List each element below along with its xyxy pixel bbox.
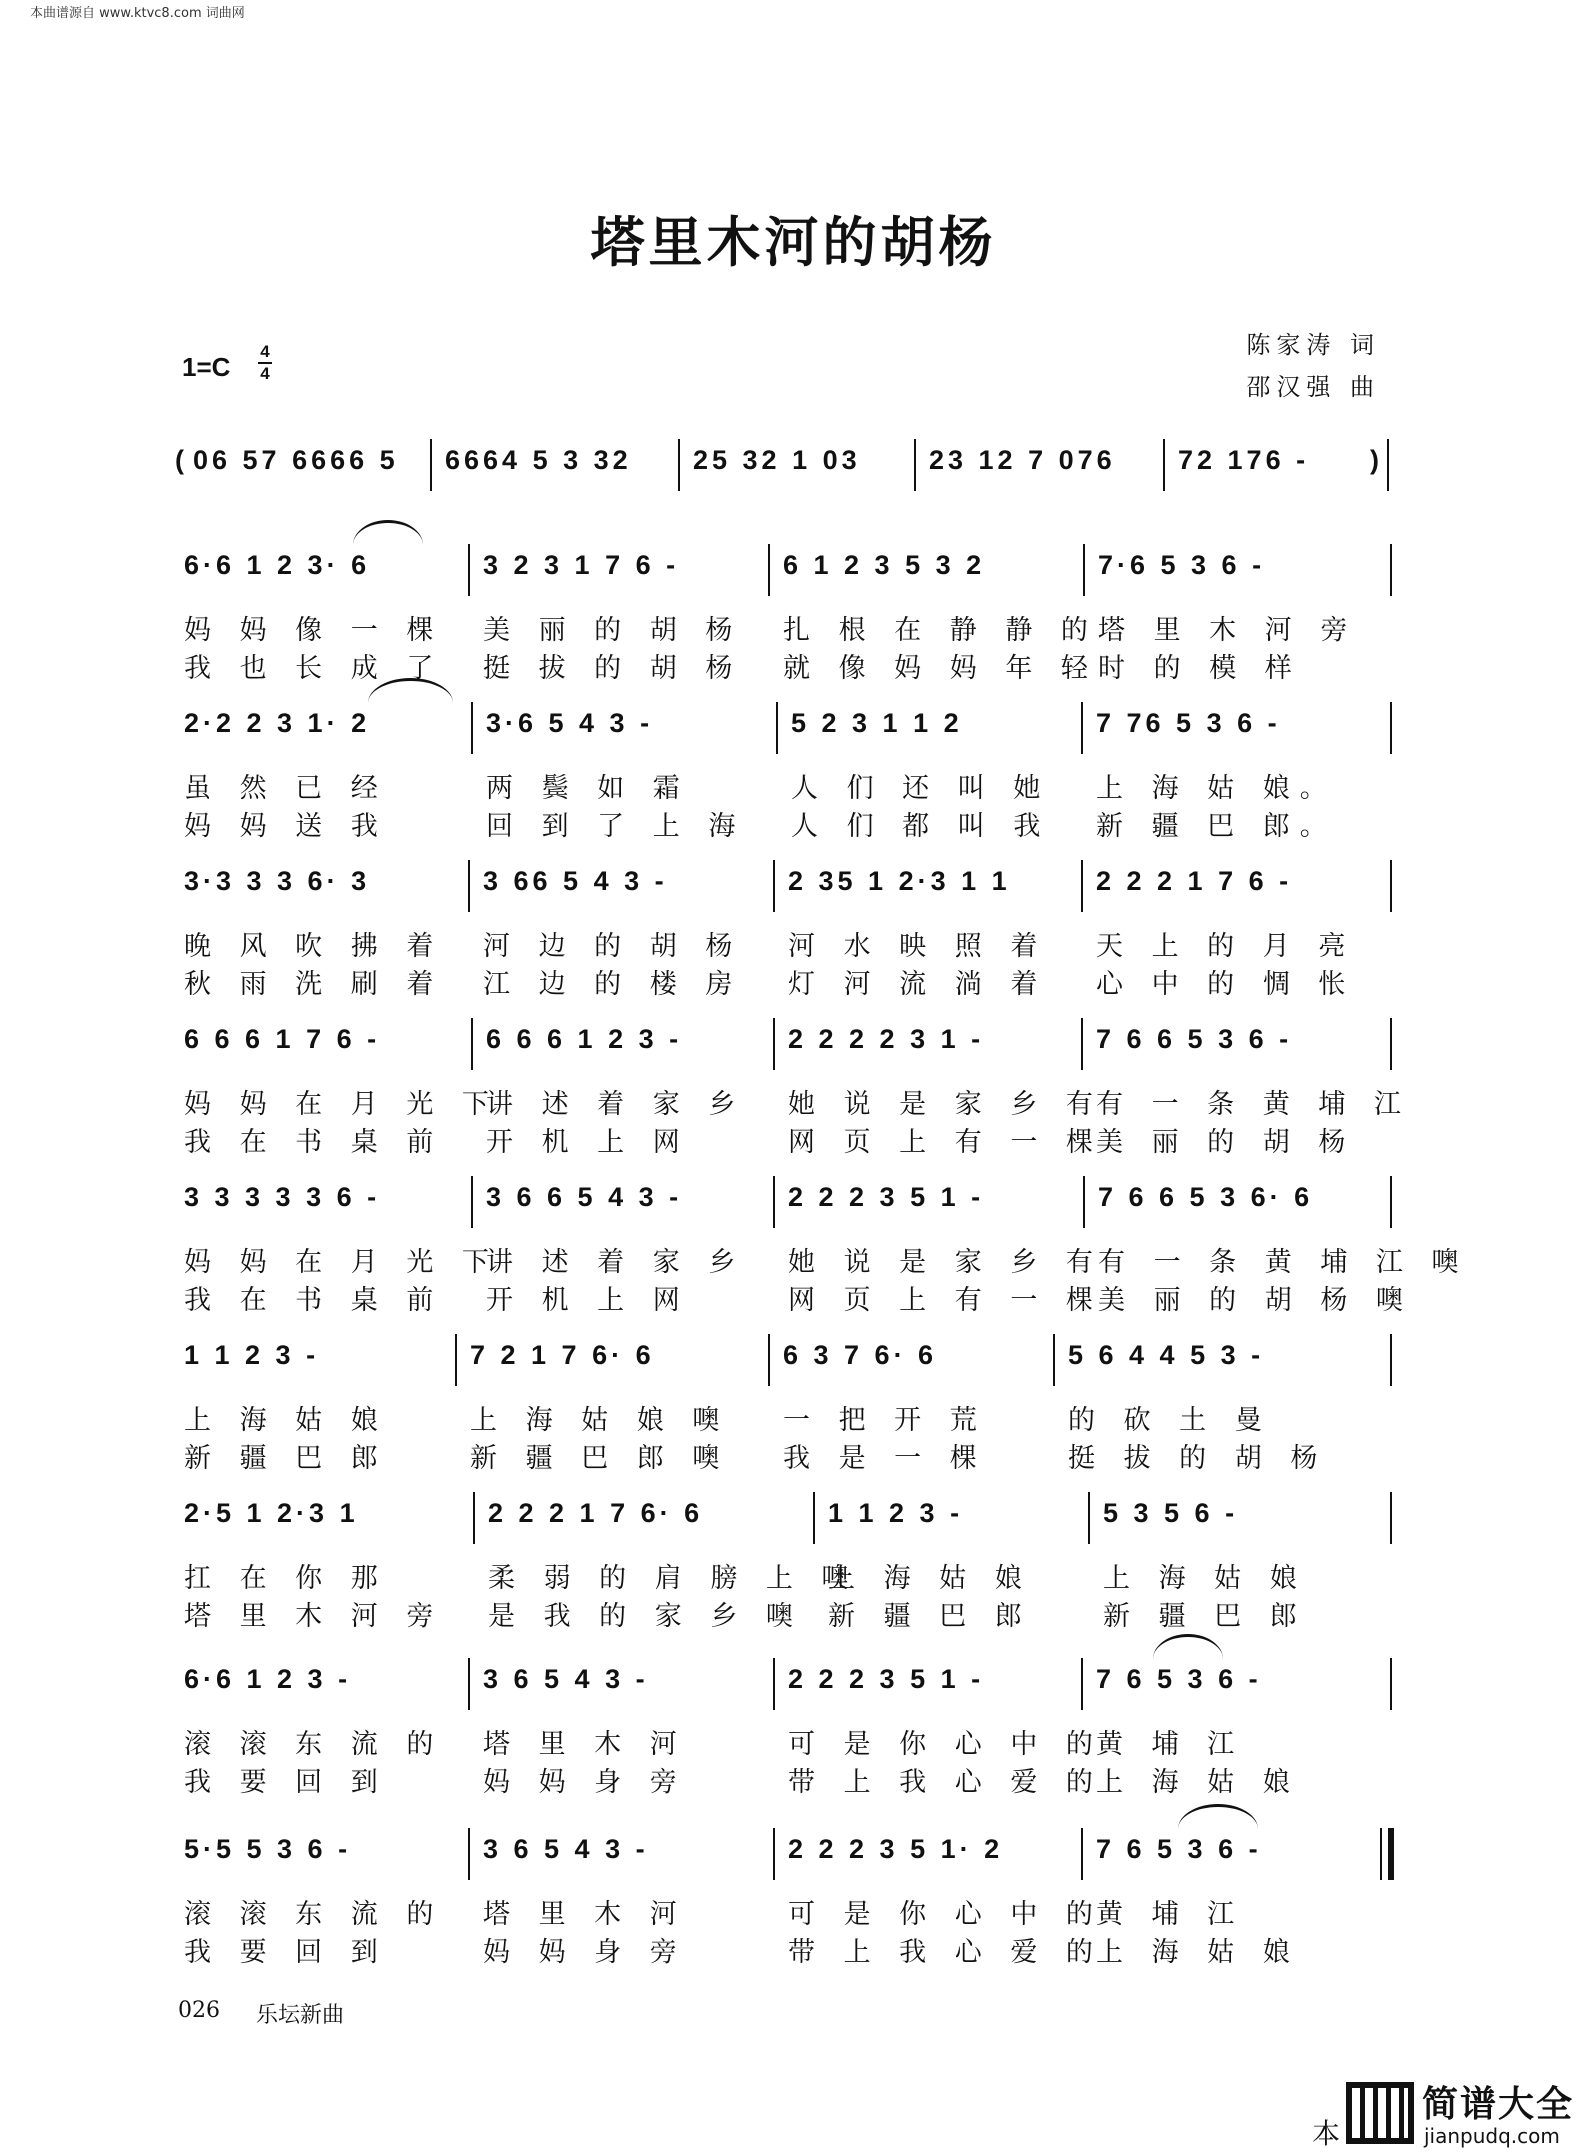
bar-line [1390,702,1392,754]
lyric-line-2: 网 页 上 有 一 棵 [788,1127,1103,1158]
lyric-line-1: 滚 滚 东 流 的 [184,1899,444,1930]
lyric-line-1: 有 一 条 黄 埔 江 [1096,1089,1411,1120]
bar-line [773,860,775,912]
lyric-line-1: 可 是 你 心 中 的 [788,1899,1103,1930]
bar-line [471,1176,473,1228]
lyric-line-1: 讲 述 着 家 乡 [486,1089,746,1120]
measure-notes: 5 2 3 1 1 2 [791,708,963,738]
prelude-open: ( [175,445,188,475]
measure-notes: 2·5 1 2·3 1 [184,1498,359,1528]
bar-line [773,1828,775,1880]
bar-line [468,544,470,596]
time-signature [258,343,272,383]
measure-notes: 3 6 5 4 3 - [483,1664,649,1694]
lyric-line-1: 有 一 条 黄 埔 江 噢 [1098,1247,1469,1278]
bar-line [914,439,916,491]
bar-line [1390,1492,1392,1544]
watermark-side-char: 本 [1312,2117,1341,2150]
lyric-line-1: 扛 在 你 那 [184,1563,388,1594]
prelude-measure-4: 23 12 7 076 [929,445,1116,475]
tie-mark [1178,1804,1258,1829]
bar-line [468,1828,470,1880]
measure-notes: 1 1 2 3 - [828,1498,964,1528]
measure-notes: 2 2 2 1 7 6· 6 [488,1498,704,1528]
bar-line [1390,1334,1392,1386]
bar-line [1081,860,1083,912]
source-note: 本曲谱源自 www.ktvc8.com 词曲网 [30,6,245,21]
lyric-line-1: 塔 里 木 河 旁 [1098,615,1358,646]
prelude-measure-2: 6664 5 3 32 [445,445,632,475]
lyric-line-2: 美 丽 的 胡 杨 [1096,1127,1356,1158]
lyric-line-2: 心 中 的 惆 怅 [1096,969,1356,1000]
measure-notes: 7 76 5 3 6 - [1096,708,1281,738]
lyric-line-2: 挺 拔 的 胡 杨 [483,653,743,684]
bar-line [455,1334,457,1386]
measure-notes: 7 2 1 7 6· 6 [470,1340,655,1370]
lyric-line-1: 妈 妈 像 一 棵 [184,615,444,646]
measure-notes: 7·6 5 3 6 - [1098,550,1266,580]
lyric-line-1: 天 上 的 月 亮 [1096,931,1356,962]
measure-notes: 3·6 5 4 3 - [486,708,654,738]
piano-keys-icon [1346,2082,1414,2144]
measure-notes: 7 6 6 5 3 6· 6 [1098,1182,1314,1212]
lyric-line-2: 网 页 上 有 一 棵 [788,1285,1103,1316]
bar-line [471,702,473,754]
lyric-line-1: 塔 里 木 河 [483,1729,687,1760]
lyric-line-1: 上 海 姑 娘 [1103,1563,1307,1594]
measure-notes: 1 1 2 3 - [184,1340,320,1370]
lyricist-credit: 陈家涛 词 [1246,331,1380,359]
lyric-line-2: 美 丽 的 胡 杨 噢 [1098,1285,1413,1316]
bar-line [1081,1828,1083,1880]
bar-line [1088,1492,1090,1544]
prelude-measure-3: 25 32 1 03 [693,445,861,475]
bar-line [473,1492,475,1544]
lyric-line-2: 新 疆 巴 郎。 [1096,811,1337,842]
lyric-line-1: 她 说 是 家 乡 有 [788,1247,1103,1278]
lyric-line-2: 灯 河 流 淌 着 [788,969,1048,1000]
lyric-line-1: 虽 然 已 经 [184,773,388,804]
lyric-line-2: 新 疆 巴 郎 噢 [470,1443,730,1474]
lyric-line-1: 可 是 你 心 中 的 [788,1729,1103,1760]
measure-notes: 3 3 3 3 3 6 - [184,1182,381,1212]
lyric-line-1: 柔 弱 的 肩 膀 上 噢 [488,1563,859,1594]
bar-line [468,1658,470,1710]
watermark-url: jianpudq.com [1424,2124,1560,2148]
lyric-line-2: 塔 里 木 河 旁 [184,1601,444,1632]
measure-notes: 2 2 2 1 7 6 - [1096,866,1293,896]
bar-line [773,1018,775,1070]
measure-notes: 6·6 1 2 3 - [184,1664,352,1694]
measure-notes: 2 35 1 2·3 1 1 [788,866,1011,896]
measure-notes: 6 1 2 3 5 3 2 [783,550,986,580]
lyric-line-2: 妈 妈 身 旁 [483,1937,687,1968]
measure-notes: 6 3 7 6· 6 [783,1340,938,1370]
lyric-line-1: 妈 妈 在 月 光 下 [184,1247,499,1278]
bar-line [768,544,770,596]
watermark-name: 简谱大全 [1422,2084,1575,2125]
lyric-line-1: 滚 滚 东 流 的 [184,1729,444,1760]
lyric-line-1: 晚 风 吹 拂 着 [184,931,444,962]
lyric-line-2: 妈 妈 身 旁 [483,1767,687,1798]
lyric-line-1: 美 丽 的 胡 杨 [483,615,743,646]
bar-line [1163,439,1165,491]
bar-line [1390,1176,1392,1228]
lyric-line-1: 上 海 姑 娘 [184,1405,388,1436]
lyric-line-2: 我 在 书 桌 前 [184,1127,444,1158]
time-signature-top: 4 [260,342,270,361]
lyric-line-1: 人 们 还 叫 她 [791,773,1051,804]
bar-line [430,439,432,491]
lyric-line-1: 一 把 开 荒 [783,1405,987,1436]
measure-notes: 3 66 5 4 3 - [483,866,668,896]
lyric-line-2: 人 们 都 叫 我 [791,811,1051,842]
bar-line [773,1658,775,1710]
measure-notes: 3 6 5 4 3 - [483,1834,649,1864]
bar-line [1081,702,1083,754]
lyric-line-2: 我 要 回 到 [184,1767,388,1798]
bar-line [1083,544,1085,596]
measure-notes: 7 6 5 3 6 - [1096,1664,1262,1694]
bar-line [1380,1828,1382,1880]
lyric-line-1: 两 鬓 如 霜 [486,773,690,804]
lyric-line-2: 妈 妈 送 我 [184,811,388,842]
lyric-line-1: 上 海 姑 娘 [828,1563,1032,1594]
site-watermark [1336,2076,1576,2150]
lyric-line-1: 扎 根 在 静 静 的 [783,615,1098,646]
bar-line [1083,1176,1085,1228]
prelude-close: ) [1370,445,1383,475]
lyric-line-2: 带 上 我 心 爱 的 [788,1767,1103,1798]
measure-notes: 2 2 2 2 3 1 - [788,1024,985,1054]
lyric-line-2: 新 疆 巴 郎 [1103,1601,1307,1632]
lyric-line-2: 秋 雨 洗 刷 着 [184,969,444,1000]
lyric-line-2: 我 也 长 成 了 [184,653,444,684]
measure-notes: 6 6 6 1 2 3 - [486,1024,683,1054]
lyric-line-2: 开 机 上 网 [486,1285,690,1316]
bar-line [773,1176,775,1228]
lyric-line-2: 开 机 上 网 [486,1127,690,1158]
lyric-line-1: 黄 埔 江 [1096,1729,1245,1760]
lyric-line-1: 塔 里 木 河 [483,1899,687,1930]
prelude-measure-1: 06 57 6666 5 [193,445,399,475]
bar-line [1390,860,1392,912]
bar-line [678,439,680,491]
bar-line [1081,1018,1083,1070]
lyric-line-2: 新 疆 巴 郎 [828,1601,1032,1632]
bar-line [471,1018,473,1070]
lyric-line-1: 河 水 映 照 着 [788,931,1048,962]
bar-line [1053,1334,1055,1386]
lyric-line-1: 上 海 姑 娘 噢 [470,1405,730,1436]
prelude-measure-5: 72 176 - [1178,445,1310,475]
final-bar-line [1388,1828,1394,1880]
tie-mark [1153,1634,1223,1659]
lyric-line-1: 她 说 是 家 乡 有 [788,1089,1103,1120]
bar-line [1390,1018,1392,1070]
lyric-line-2: 挺 拔 的 胡 杨 [1068,1443,1328,1474]
measure-notes: 7 6 5 3 6 - [1096,1834,1262,1864]
lyric-line-1: 上 海 姑 娘。 [1096,773,1337,804]
measure-notes: 3 6 6 5 4 3 - [486,1182,683,1212]
lyric-line-2: 我 要 回 到 [184,1937,388,1968]
bar-line [468,860,470,912]
measure-notes: 6·6 1 2 3· 6 [184,550,371,580]
lyric-line-1: 讲 述 着 家 乡 [486,1247,746,1278]
measure-notes: 2·2 2 3 1· 2 [184,708,371,738]
lyric-line-2: 新 疆 巴 郎 [184,1443,388,1474]
lyric-line-2: 回 到 了 上 海 [486,811,746,842]
lyric-line-2: 我 在 书 桌 前 [184,1285,444,1316]
lyric-line-1: 黄 埔 江 [1096,1899,1245,1930]
measure-notes: 2 2 2 3 5 1· 2 [788,1834,1004,1864]
lyric-line-1: 的 砍 土 曼 [1068,1405,1272,1436]
lyric-line-2: 带 上 我 心 爱 的 [788,1937,1103,1968]
lyric-line-2: 上 海 姑 娘 [1096,1937,1300,1968]
page-number: 026 [178,1998,220,2023]
composer-credit: 邵汉强 曲 [1246,373,1380,401]
lyric-line-2: 时 的 模 样 [1098,653,1302,684]
lyric-line-1: 河 边 的 胡 杨 [483,931,743,962]
bar-line [1390,544,1392,596]
measure-notes: 7 6 6 5 3 6 - [1096,1024,1293,1054]
bar-line [1387,439,1389,491]
measure-notes: 2 2 2 3 5 1 - [788,1182,985,1212]
lyric-line-1: 妈 妈 在 月 光 下 [184,1089,499,1120]
measure-notes: 3 2 3 1 7 6 - [483,550,680,580]
measure-notes: 5·5 5 3 6 - [184,1834,352,1864]
measure-notes: 6 6 6 1 7 6 - [184,1024,381,1054]
key-signature: 1=C [182,352,231,382]
bar-line [1081,1658,1083,1710]
lyric-line-2: 是 我 的 家 乡 噢 [488,1601,803,1632]
measure-notes: 5 6 4 4 5 3 - [1068,1340,1265,1370]
tie-mark [353,520,423,545]
measure-notes: 2 2 2 3 5 1 - [788,1664,985,1694]
measure-notes: 5 3 5 6 - [1103,1498,1239,1528]
bar-line [776,702,778,754]
lyric-line-2: 江 边 的 楼 房 [483,969,743,1000]
measure-notes: 3·3 3 3 6· 3 [184,866,371,896]
time-signature-bottom: 4 [260,364,270,383]
lyric-line-2: 上 海 姑 娘 [1096,1767,1300,1798]
book-name: 乐坛新曲 [256,2003,345,2028]
bar-line [1390,1658,1392,1710]
bar-line [768,1334,770,1386]
lyric-line-2: 就 像 妈 妈 年 轻 [783,653,1098,684]
bar-line [813,1492,815,1544]
song-title: 塔里木河的胡杨 [590,210,997,274]
lyric-line-2: 我 是 一 棵 [783,1443,987,1474]
